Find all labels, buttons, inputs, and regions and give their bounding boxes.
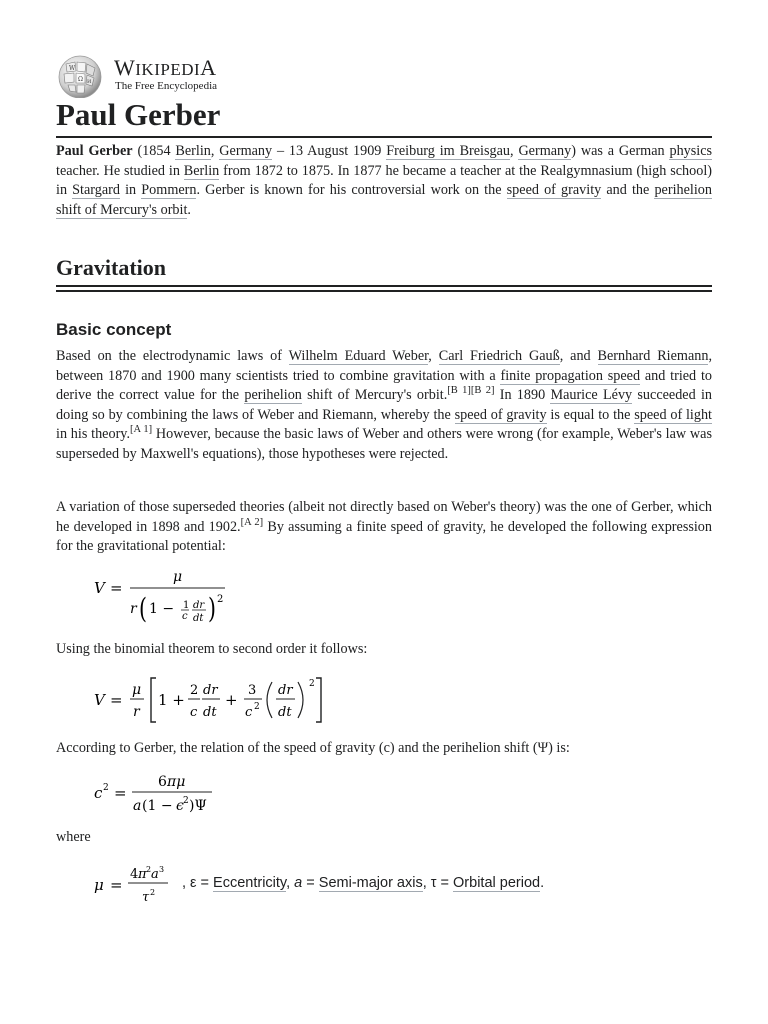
- svg-text:dt: dt: [203, 705, 217, 720]
- svg-text:c: c: [245, 705, 253, 720]
- svg-text:): ): [208, 592, 216, 626]
- link-perihelion[interactable]: perihelion: [244, 387, 302, 404]
- svg-text:)Ψ: )Ψ: [189, 798, 207, 814]
- formula-mu: [90, 860, 182, 908]
- link-physics[interactable]: physics: [669, 143, 713, 159]
- section-heading-gravitation: Gravitation: [56, 254, 712, 287]
- formula-binomial-expansion: [90, 672, 340, 730]
- svg-text:(1 −: (1 −: [142, 798, 173, 814]
- subsection-heading-basic-concept: Basic concept: [56, 320, 172, 339]
- svg-text:1 +: 1 +: [158, 691, 185, 709]
- svg-text:2: 2: [309, 679, 315, 689]
- paragraph-where: where: [56, 829, 91, 845]
- link-carl-gauss[interactable]: Carl Friedrich Gauß: [438, 348, 560, 364]
- paragraph-gerber-relation: According to Gerber, the relation of the speed of gravity (c) and the perihelion shift (Ψ) is:: [56, 740, 570, 756]
- svg-text:dr: dr: [193, 600, 205, 611]
- wikipedia-wordmark[interactable]: WIKIPEDIA: [114, 55, 217, 80]
- svg-text:a: a: [133, 798, 142, 814]
- svg-text:=: =: [110, 876, 123, 894]
- svg-text:3: 3: [159, 865, 165, 874]
- link-semi-major-axis[interactable]: Semi-major axis: [318, 875, 423, 891]
- svg-text:dt: dt: [278, 705, 292, 720]
- wikipedia-globe-logo[interactable]: [56, 54, 104, 98]
- svg-text:V: V: [94, 579, 105, 597]
- formula-speed-perihelion: [90, 770, 220, 818]
- svg-text:=: =: [110, 579, 123, 597]
- svg-text:dt: dt: [193, 613, 204, 624]
- formula-mu-description: , ε = Eccentricity, a = Semi-major axis, τ = Orbital period.: [182, 875, 545, 891]
- svg-text:1 −: 1 −: [149, 601, 175, 617]
- svg-text:c: c: [190, 705, 198, 720]
- svg-text:μ: μ: [173, 569, 183, 585]
- section-divider: [56, 290, 712, 292]
- svg-text:=: =: [110, 691, 123, 709]
- svg-text:+: +: [225, 691, 238, 709]
- svg-text:2: 2: [254, 702, 260, 712]
- paragraph-basic-concept-1: Based on the electrodynamic laws of Wilhelm Eduard Weber, Carl Friedrich Gauß, and Bernhard Riemann, between 1870 and 1900 many scientists tried to combine gravitation with a finite propagation speed and tried to derive the correct value for the perihelion shift of Mercury's orbit.[B 1][B 2] In 1890 Maurice Lévy succeeded in doing so by combining the laws of Weber and Riemann, whereby the speed of gravity is equal to the speed of light in his theory.[A 1] However, because the basic laws of Weber and others were wrong (for example, Weber's law was superseded by Maxwell's equations), those hypotheses were rejected.: [56, 348, 713, 462]
- svg-text:π: π: [138, 867, 147, 882]
- svg-text:a: a: [151, 867, 159, 882]
- svg-text:=: =: [114, 784, 127, 802]
- svg-text:2: 2: [150, 888, 156, 897]
- svg-text:Ω: Ω: [78, 76, 83, 83]
- svg-text:V: V: [94, 691, 105, 709]
- link-perihelion-shift[interactable]: perihelion shift of Mercury's orbit: [56, 182, 712, 218]
- svg-text:2: 2: [190, 683, 199, 698]
- svg-text:dr: dr: [278, 683, 293, 698]
- ref-b2[interactable]: [B 2]: [470, 385, 495, 397]
- lead-paragraph: Paul Gerber (1854 Berlin, Germany – 13 August 1909 Freiburg im Breisgau, Germany) was a German physics teacher. He studied in Berlin from 1872 to 1875. In 1877 he became a teacher at the Realgymnasium (high school) in Stargard in Pommern. Gerber is known for his controversial work on the speed of gravity and the perihelion shift of Mercury's orbit.: [56, 143, 713, 218]
- link-finite-propagation-speed[interactable]: finite propagation speed: [500, 367, 641, 384]
- link-speed-of-gravity-2[interactable]: speed of gravity: [454, 406, 547, 423]
- paragraph-binomial: Using the binomial theorem to second order it follows:: [56, 641, 368, 657]
- link-stargard[interactable]: Stargard: [72, 182, 120, 199]
- link-orbital-period[interactable]: Orbital period: [453, 875, 541, 891]
- svg-text:dr: dr: [203, 683, 218, 698]
- link-bernhard-riemann[interactable]: Bernhard Riemann: [597, 348, 709, 364]
- svg-text:c: c: [182, 611, 188, 622]
- svg-text:4: 4: [130, 867, 139, 882]
- svg-text:W: W: [69, 65, 76, 72]
- site-header[interactable]: [56, 52, 356, 98]
- svg-text:6: 6: [158, 774, 167, 790]
- link-pommern[interactable]: Pommern: [141, 182, 197, 199]
- svg-text:3: 3: [248, 683, 257, 698]
- link-speed-of-light[interactable]: speed of light: [634, 406, 713, 423]
- link-wilhelm-weber[interactable]: Wilhelm Eduard Weber: [288, 348, 429, 364]
- wikipedia-tagline: The Free Encyclopedia: [115, 80, 218, 92]
- svg-text:ϵ: ϵ: [176, 798, 184, 814]
- svg-text:c: c: [94, 784, 103, 802]
- svg-text:2: 2: [103, 783, 109, 793]
- link-germany[interactable]: Germany: [219, 143, 273, 159]
- svg-text:(: (: [139, 592, 147, 626]
- subject-name: Paul Gerber: [56, 143, 133, 159]
- svg-text:τ: τ: [142, 890, 150, 905]
- link-freiburg[interactable]: Freiburg im Breisgau: [386, 143, 511, 159]
- ref-a1[interactable]: [A 1]: [130, 424, 153, 436]
- page-title: Paul Gerber: [56, 96, 712, 138]
- svg-text:И: И: [87, 79, 92, 85]
- svg-text:r: r: [130, 601, 137, 617]
- svg-text:2: 2: [217, 594, 224, 605]
- svg-text:μ: μ: [132, 682, 142, 698]
- link-germany-2[interactable]: Germany: [518, 143, 572, 159]
- svg-text:2: 2: [146, 865, 152, 874]
- svg-text:1: 1: [183, 600, 190, 611]
- link-berlin[interactable]: Berlin: [175, 143, 211, 159]
- svg-text:πμ: πμ: [167, 774, 186, 790]
- ref-b1[interactable]: [B 1]: [447, 385, 471, 397]
- link-eccentricity[interactable]: Eccentricity: [213, 875, 287, 891]
- svg-text:r: r: [133, 704, 140, 720]
- ref-a2[interactable]: [A 2]: [240, 516, 264, 528]
- formula-gravitational-potential: [90, 565, 240, 627]
- link-berlin-2[interactable]: Berlin: [183, 162, 220, 179]
- link-maurice-levy[interactable]: Maurice Lévy: [550, 387, 633, 404]
- paragraph-basic-concept-2: A variation of those superseded theories (albeit not directly based on Weber's theory) was the one of Gerber, which he developed in 1898 and 1902.[A 2] By assuming a finite speed of gravity, he developed the following expression for the gravitational potential:: [56, 499, 712, 555]
- link-speed-of-gravity[interactable]: speed of gravity: [506, 182, 602, 199]
- formula-mu-definition: [90, 860, 545, 913]
- svg-text:μ: μ: [94, 876, 104, 894]
- svg-text:2: 2: [183, 796, 189, 806]
